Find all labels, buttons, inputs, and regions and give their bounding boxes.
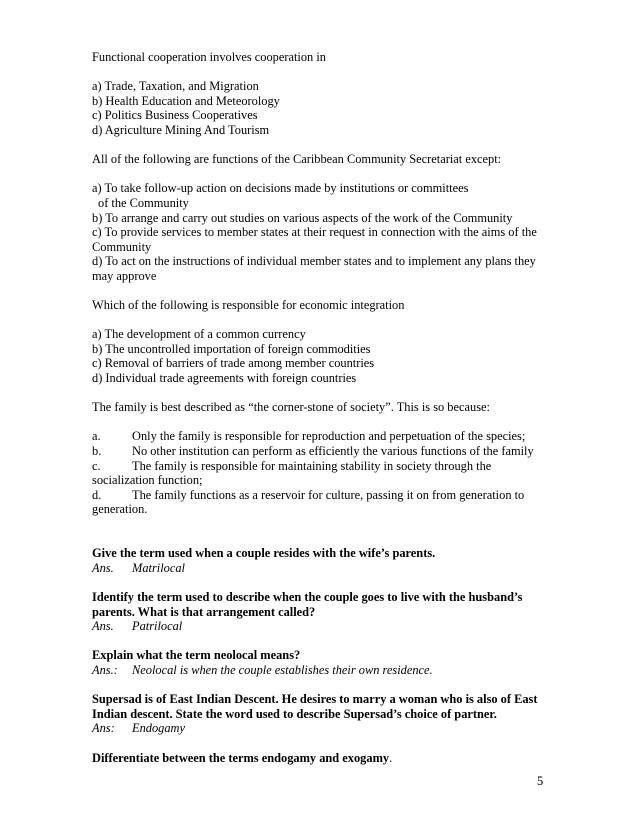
answer-key: Ans: (92, 721, 115, 736)
q1-option-d: d) Agriculture Mining And Tourism (92, 122, 270, 137)
short-question-5-period: . (389, 750, 393, 765)
q4-option-c (92, 459, 550, 474)
answer-text: Matrilocal (132, 560, 185, 575)
q2-option-b: b) To arrange and carry out studies on various aspects of the work of the Community (92, 210, 513, 225)
answer-4 (92, 721, 550, 736)
option-text: Only the family is responsible for reproduction and perpetuation of the species; (132, 429, 526, 444)
q3-option-b: b) The uncontrolled importation of foreign commodities (92, 341, 371, 356)
answer-key: Ans.: (92, 662, 118, 677)
q2-option-a-cont: of the Community (98, 195, 189, 210)
q4-option-a (92, 429, 550, 444)
option-text: The family is responsible for maintaining stability in society through the (132, 458, 492, 473)
short-question-5-text: Differentiate between the terms endogamy and exogamy (92, 750, 390, 765)
question-1: Functional cooperation involves cooperation in (92, 50, 326, 64)
q4-option-d-cont: generation. (92, 502, 148, 517)
short-question-4: Supersad is of East Indian Descent. He desires to marry a woman who is also of East (92, 692, 538, 707)
short-question-5 (92, 751, 550, 766)
answer-key: Ans. (92, 560, 114, 575)
q3-option-d: d) Individual trade agreements with foreign countries (92, 371, 357, 386)
answer-2 (92, 619, 550, 634)
short-question-2: Identify the term used to describe when the couple goes to live with the husband’s (92, 589, 523, 604)
q2-option-c: c) To provide services to member states at their request in connection with the aims of the Community (92, 225, 537, 254)
question-3: Which of the following is responsible for economic integration (92, 298, 405, 313)
q3-option-a: a) The development of a common currency (92, 327, 306, 342)
short-question-2-cont: parents. What is that arrangement called? (92, 604, 316, 619)
question-2: All of the following are functions of the Caribbean Community Secretariat except: (92, 152, 502, 167)
answer-1 (92, 561, 550, 576)
answer-3 (92, 663, 550, 678)
page-content (92, 50, 550, 765)
q4-option-c-cont: socialization function; (92, 473, 203, 488)
short-question-4-cont: Indian descent. State the word used to describe Supersad’s choice of partner. (92, 706, 497, 721)
q1-option-c: c) Politics Business Cooperatives (92, 108, 258, 123)
option-marker: d. (92, 487, 102, 502)
option-marker: c. (92, 458, 101, 473)
q4-option-d (92, 488, 550, 503)
option-text: No other institution can perform as efficiently the various functions of the family (132, 444, 534, 459)
short-question-3: Explain what the term neolocal means? (92, 648, 301, 663)
page-number: 5 (537, 774, 544, 788)
answer-key: Ans. (92, 619, 114, 634)
answer-text: Patrilocal (132, 619, 183, 634)
option-marker: a. (92, 429, 101, 444)
q1-option-b: b) Health Education and Meteorology (92, 93, 280, 108)
question-4: The family is best described as “the corner-stone of society”. This is so because: (92, 400, 490, 415)
option-text: The family functions as a reservoir for culture, passing it on from generation to (132, 487, 525, 502)
answer-text: Neolocal is when the couple establishes their own residence. (132, 662, 433, 677)
option-marker: b. (92, 444, 102, 459)
q2-option-a: a) To take follow-up action on decisions made by institutions or committees (92, 181, 469, 196)
q3-option-c: c) Removal of barriers of trade among member countries (92, 356, 375, 371)
q2-option-d: d) To act on the instructions of individual member states and to implement any plans they may approve (92, 254, 536, 283)
short-question-1: Give the term used when a couple resides with the wife’s parents. (92, 546, 436, 561)
answer-text: Endogamy (132, 721, 185, 736)
q1-option-a: a) Trade, Taxation, and Migration (92, 79, 259, 94)
q4-option-b (92, 444, 550, 459)
